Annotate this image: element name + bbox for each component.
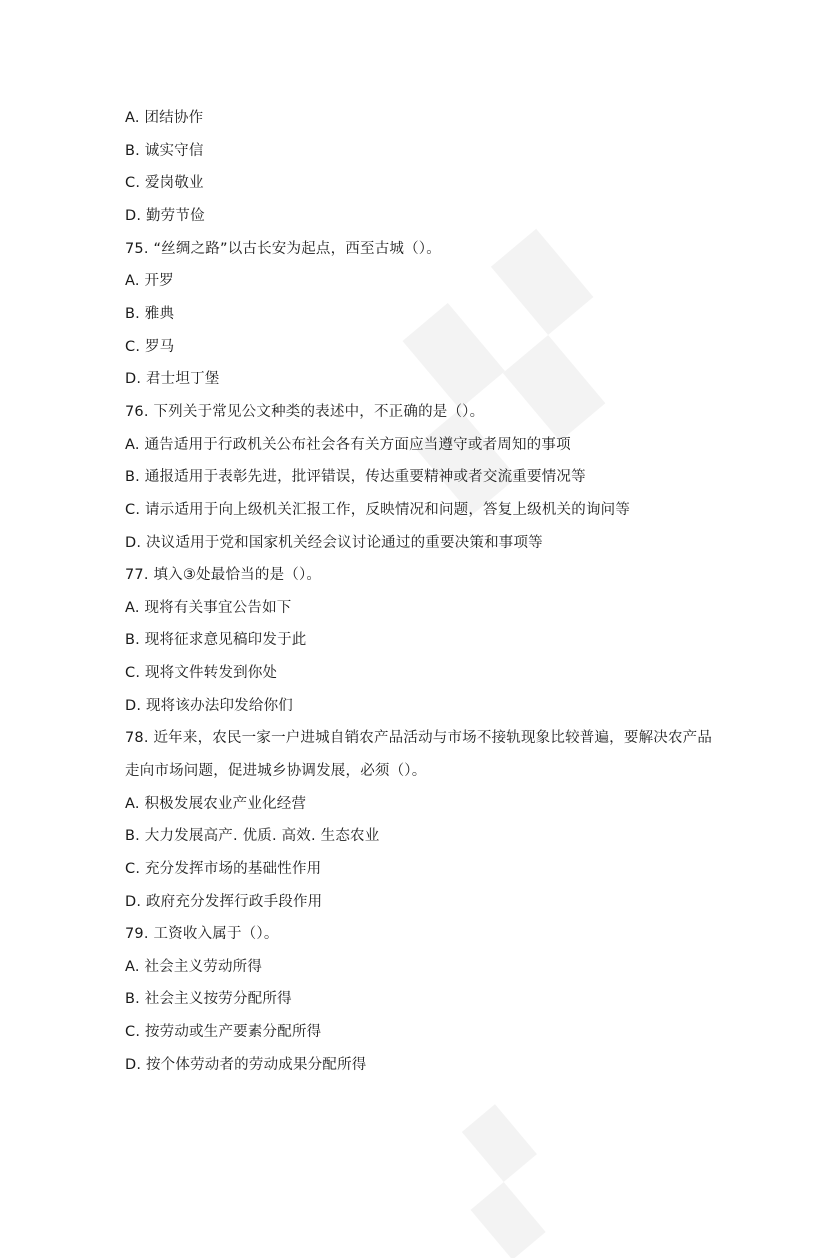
- option-b-q74: B. 诚实守信: [125, 143, 204, 159]
- option-d-q77: D. 现将该办法印发给你们: [125, 698, 293, 714]
- option-b-q76: B. 通报适用于表彰先进，批评错误，传达重要精神或者交流重要情况等: [125, 469, 586, 485]
- option-a-q77: A. 现将有关事宜公告如下: [125, 600, 292, 616]
- option-c-q78: C. 充分发挥市场的基础性作用: [125, 861, 322, 877]
- option-a-q79: A. 社会主义劳动所得: [125, 959, 263, 975]
- option-b-q77: B. 现将征求意见稿印发于此: [125, 632, 307, 648]
- question-79: 79. 工资收入属于（）。: [125, 926, 279, 942]
- option-b-q75: B. 雅典: [125, 306, 175, 322]
- question-78-line2: 走向市场问题，促进城乡协调发展，必须（）。: [125, 763, 427, 779]
- question-75: 75. “丝绸之路”以古长安为起点，西至古城（）。: [125, 241, 441, 257]
- option-c-q77: C. 现将文件转发到你处: [125, 665, 278, 681]
- option-d-q74: D. 勤劳节俭: [125, 208, 205, 224]
- option-a-q75: A. 开罗: [125, 273, 174, 289]
- option-b-q78: B. 大力发展高产. 优质. 高效. 生态农业: [125, 828, 380, 844]
- option-d-q76: D. 决议适用于党和国家机关经会议讨论通过的重要决策和事项等: [125, 535, 543, 551]
- option-c-q74: C. 爱岗敬业: [125, 175, 204, 191]
- option-d-q78: D. 政府充分发挥行政手段作用: [125, 894, 323, 910]
- watermark-graphic-lower: [430, 1106, 577, 1258]
- question-77: 77. 填入③处最恰当的是（）。: [125, 567, 322, 583]
- option-d-q75: D. 君士坦丁堡: [125, 371, 220, 387]
- option-c-q75: C. 罗马: [125, 339, 175, 355]
- option-c-q79: C. 按劳动或生产要素分配所得: [125, 1024, 322, 1040]
- option-b-q79: B. 社会主义按劳分配所得: [125, 991, 292, 1007]
- option-c-q76: C. 请示适用于向上级机关汇报工作，反映情况和问题，答复上级机关的询问等: [125, 502, 631, 518]
- question-76: 76. 下列关于常见公文种类的表述中，不正确的是（）。: [125, 404, 485, 420]
- option-a-q76: A. 通告适用于行政机关公布社会各有关方面应当遵守或者周知的事项: [125, 437, 571, 453]
- option-d-q79: D. 按个体劳动者的劳动成果分配所得: [125, 1057, 367, 1073]
- option-a-q74: A. 团结协作: [125, 110, 204, 126]
- option-a-q78: A. 积极发展农业产业化经营: [125, 796, 307, 812]
- question-78-line1: 78. 近年来，农民一家一户进城自销农产品活动与市场不接轨现象比较普遍，要解决农产品: [125, 730, 713, 746]
